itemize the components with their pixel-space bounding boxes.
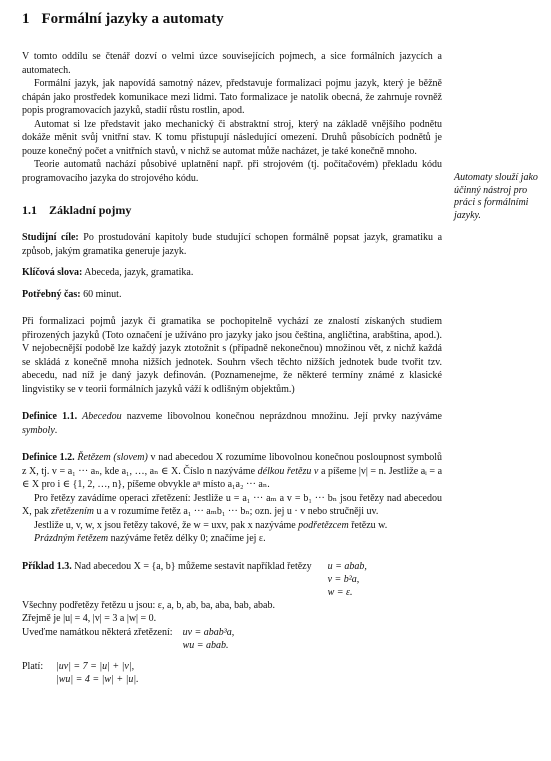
- page-body: [22, 10, 442, 687]
- definition-1-2-concat: [22, 492, 442, 519]
- required-time-text: 60 minut.: [83, 288, 122, 300]
- definition-1-2-line2b: u a v rozumíme řetěz a₁ ··· aₘb₁ ··· bₙ; ozn. jej u · v nebo stručněji uv.: [96, 506, 379, 517]
- chapter-number: 1: [22, 11, 30, 27]
- study-goals-text: Po prostudování kapitoly bude studující schopen formálně popsat jazyk, gramatiku a způsob, jakým gramatika generuje jazyk.: [22, 232, 443, 257]
- example-concat-wu: wu = abab.: [182, 639, 229, 651]
- definition-1-1-term: Abecedou: [82, 411, 122, 422]
- example-substrings: Všechny podřetězy řetězu u jsou: ε, a, b, ab, ba, aba, bab, abab.: [22, 599, 275, 611]
- intro-paragraph-4: Teorie automatů nachází působivé uplatnění např. při strojovém (tj. počítačovém) překladu kódu programovacího jazyka do strojového kódu.: [22, 159, 442, 184]
- example-concat-values: [183, 626, 235, 652]
- definition-1-2: [22, 451, 442, 492]
- formalization-paragraph: Při formalizaci pojmů jazyk či gramatika se pochopitelně vychází ze znalostí získaných studiem přirozených jazyků (Toto označení je užíváno pro jazyky jako jsou čeština, angličtina, arabština, apod.). V nejobecnější podobě lze každý jazyk ztotožnit s (případně nekonečnou) množinou vět, z nichž každá se skládá z konečně mnoha nižších jednotek. Souhrn všech těchto nižších jednotek bude tvořit tzv. abecedu, nad níž je daný jazyk definován. (Poznamenejme, že některé termíny známé z klasické lingvistiky se v teorii formálních jazyků váží k odlišným objektům.): [22, 316, 442, 395]
- definition-1-2-line3b: řetězu w.: [351, 519, 388, 531]
- chapter-title: Formální jazyky a automaty: [41, 11, 224, 27]
- example-string-u: u = abab,: [327, 560, 367, 572]
- definition-1-2-line3a: Jestliže u, v, w, x jsou řetězy takové, že w = uxv, pak x nazýváme: [34, 519, 296, 531]
- intro-paragraph-3: Automat si lze představit jako mechanický či abstraktní stroj, který na základě vnějšího podnětu dokáže měnit svůj vnitřní stav. K tomu přistupují následující omezení. Druhů působících podnětů je pouze konečný počet a vnitřních stavů, v nichž se automat může nacházet, je také konečně mnoho.: [22, 118, 442, 157]
- definition-1-2-term-empty: Prázdným řetězem: [34, 533, 109, 544]
- example-1-3-label: Příklad 1.3.: [22, 560, 72, 572]
- definition-1-2-label: Definice 1.2.: [22, 452, 75, 463]
- example-plati-wu: |wu| = 4 = |w| + |u|.: [56, 674, 139, 685]
- definition-1-2-line1b: a píšeme |v| = n. Jestliže aᵢ = a ∈ X pro i ∈ {1, 2, …, n}, píšeme obvykle aⁿ místo a₁a₂ ··· aₙ.: [22, 465, 443, 490]
- definition-1-2-term-concat: zřetězením: [51, 506, 94, 517]
- intro-paragraph-1: V tomto oddílu se čtenář dozví o velmi úzce souvisejících pojmech, a sice formálních jazycích a automatech.: [22, 51, 442, 76]
- example-1-3-strings: [328, 560, 367, 599]
- example-concat: [22, 626, 442, 652]
- example-string-w: w = ε.: [327, 586, 353, 598]
- definition-1-1-label: Definice 1.1.: [22, 411, 78, 422]
- example-1-3-intro: [22, 560, 312, 599]
- chapter-heading: [22, 10, 442, 28]
- definition-1-2-line2a: Pro řetězy zavádíme operaci zřetězení: Jestliže u = a₁ ··· aₘ a v = b₁ ··· bₙ jsou řetězy nad abecedou X, pak: [22, 492, 442, 517]
- definition-1-1-term-symbols: symboly: [22, 424, 55, 436]
- definition-1-2-line1: v nad abecedou X rozumíme libovolnou konečnou posloupnost symbolů z X, tj. v = a₁ ··· aₙ, kde a₁, …, aₙ ∈ X. Číslo n nazýváme: [22, 452, 443, 477]
- section-heading: [22, 203, 442, 217]
- example-1-3-text: Nad abecedou X = {a, b} můžeme sestavit například řetězy: [74, 560, 312, 572]
- intro-paragraph-2: Formální jazyk, jak napovídá samotný název, představuje formalizaci pojmu jazyk, který je běžně chápán jako prostředek komunikace mezi lidmi. Tato formalizace je natolik obecná, že zahrnuje rovněž popis programovacích jazyků, stadií růstu rostlin, apod.: [22, 78, 442, 116]
- keywords-text: Abeceda, jazyk, gramatika.: [84, 267, 194, 278]
- definition-1-2-empty: [22, 532, 442, 546]
- section-number: 1.1: [22, 203, 37, 217]
- definition-1-1-end: .: [54, 424, 58, 436]
- example-concat-label: Uveďme namátkou některá zřetězení:: [22, 626, 173, 638]
- example-plati: [22, 660, 442, 687]
- example-lengths: Zřejmě je |u| = 4, |v| = 3 a |w| = 0.: [22, 613, 157, 624]
- definition-1-2-term: Řetězem (slovem): [77, 452, 148, 463]
- study-goals-label: Studijní cíle:: [22, 232, 79, 243]
- example-plati-label: Platí:: [22, 660, 44, 672]
- definition-1-2-term-substring: podřetězcem: [298, 519, 349, 531]
- keywords-label: Klíčová slova:: [22, 267, 83, 278]
- example-plati-values: [56, 660, 139, 687]
- definition-1-2-substring: [22, 519, 442, 533]
- keywords: [22, 266, 442, 280]
- example-string-v: v = b²a,: [327, 573, 360, 585]
- section-title: Základní pojmy: [49, 203, 132, 217]
- definition-1-2-line4: nazýváme řetěz délky 0; značíme jej ε.: [110, 533, 266, 544]
- definition-1-1: [22, 410, 442, 437]
- required-time-label: Potřebný čas:: [22, 288, 81, 300]
- example-plati-uv: |uv| = 7 = |u| + |v|,: [56, 660, 135, 672]
- definition-1-2-term-length: délkou řetězu v: [257, 465, 319, 477]
- definition-1-1-text: nazveme libovolnou konečnou neprázdnou množinu. Její prvky nazýváme: [126, 411, 442, 422]
- example-1-3: [22, 560, 442, 599]
- example-concat-uv: uv = abab³a,: [182, 626, 235, 638]
- study-goals: [22, 231, 442, 258]
- margin-note: Automaty slouží jako účinný nástroj pro práci s formálními jazyky.: [454, 172, 538, 221]
- required-time: [22, 288, 442, 302]
